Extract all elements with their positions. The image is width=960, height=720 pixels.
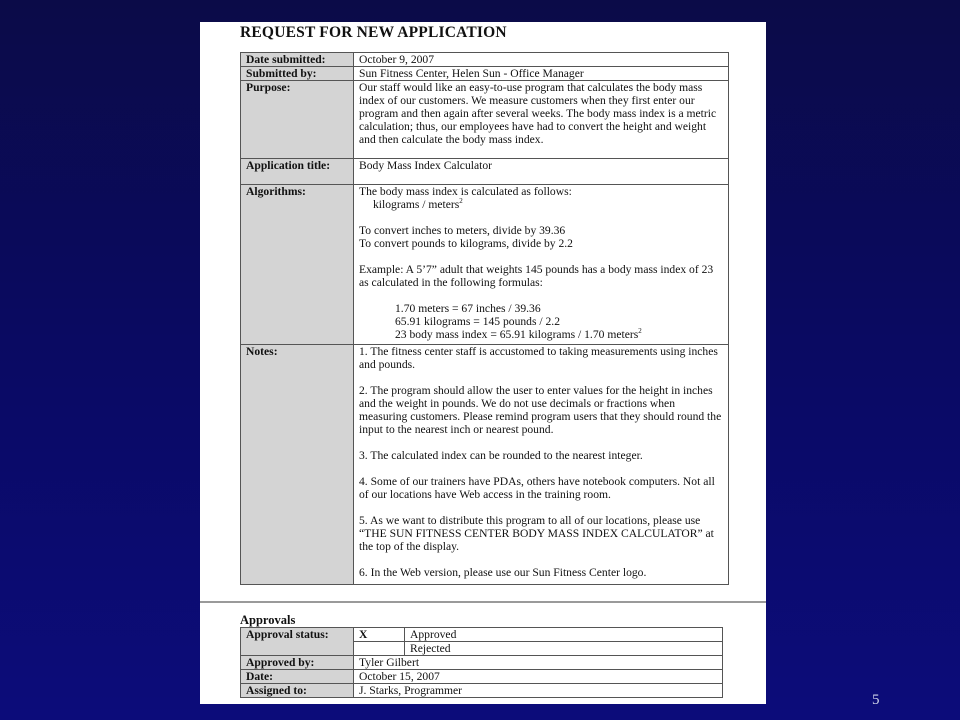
algo-intro: The body mass index is calculated as follows:: [359, 185, 572, 198]
label-approval-status: Approval status:: [241, 628, 354, 656]
algo-calc-3-text: 23 body mass index = 65.91 kilograms / 1.70 meters: [395, 328, 639, 341]
algo-convert-pounds: To convert pounds to kilograms, divide by 2.2: [359, 237, 573, 250]
value-purpose: Our staff would like an easy-to-use program that calculates the body mass index of our customers. We measure customers when they first enter our program and then again after several weeks. The body mass index is a metric calculation; thus, our employees have had to convert the height and weight and then calculate the body mass index.: [354, 81, 729, 159]
value-submitted-by: Sun Fitness Center, Helen Sun - Office Manager: [354, 67, 729, 81]
document-page: [200, 22, 766, 704]
label-date-submitted: Date submitted:: [241, 53, 354, 67]
note-item-4: 4. Some of our trainers have PDAs, others have notebook computers. Not all of our locations have Web access in the training room.: [359, 475, 715, 501]
label-application-title: Application title:: [241, 159, 354, 185]
row-submitted-by: [241, 67, 729, 81]
algo-formula-text: kilograms / meters: [373, 198, 460, 211]
slide-number: 5: [872, 692, 880, 708]
value-application-title: Body Mass Index Calculator: [354, 159, 729, 185]
approval-option-approved: Approved: [405, 628, 723, 642]
value-approved-by: Tyler Gilbert: [354, 656, 723, 670]
algo-calc-1: 1.70 meters = 67 inches / 39.36: [395, 302, 541, 315]
algo-example: Example: A 5’7” adult that weights 145 pounds has a body mass index of 23 as calculated in the following formulas:: [359, 263, 714, 289]
label-approval-date: Date:: [241, 670, 354, 684]
algo-convert-inches: To convert inches to meters, divide by 39.36: [359, 224, 566, 237]
approvals-heading: Approvals: [240, 613, 296, 627]
row-application-title: [241, 159, 729, 185]
document-title: REQUEST FOR NEW APPLICATION: [240, 24, 507, 41]
row-approval-date: [241, 670, 723, 684]
label-purpose: Purpose:: [241, 81, 354, 159]
algo-formula-exponent: 2: [459, 197, 463, 206]
section-divider: [200, 601, 766, 603]
label-notes: Notes:: [241, 345, 354, 585]
label-submitted-by: Submitted by:: [241, 67, 354, 81]
label-algorithms: Algorithms:: [241, 185, 354, 345]
algo-formula: [359, 198, 723, 211]
approval-option-rejected: Rejected: [405, 642, 723, 656]
value-approval-date: October 15, 2007: [354, 670, 723, 684]
value-date-submitted: October 9, 2007: [354, 53, 729, 67]
note-item-2: 2. The program should allow the user to enter values for the height in inches and the weight in pounds. We do not use decimals or fractions when measuring customers. Please remind program users that they should round the input to the nearest inch or nearest pound.: [359, 384, 722, 436]
value-algorithms: [354, 185, 729, 345]
row-purpose: [241, 81, 729, 159]
algo-calc-3-exponent: 2: [638, 327, 642, 336]
row-approval-status-approved: [241, 628, 723, 642]
label-assigned-to: Assigned to:: [241, 684, 354, 698]
note-item-5: 5. As we want to distribute this program to all of our locations, please use “THE SUN FITNESS CENTER BODY MASS INDEX CALCULATOR” at the top of the display.: [359, 514, 714, 553]
value-assigned-to: J. Starks, Programmer: [354, 684, 723, 698]
value-notes: [354, 345, 729, 585]
note-item-1: 1. The fitness center staff is accustomed to taking measurements using inches and pounds.: [359, 345, 718, 371]
rejection-mark: [354, 642, 405, 656]
algo-calc-2: 65.91 kilograms = 145 pounds / 2.2: [395, 315, 560, 328]
note-item-6: 6. In the Web version, please use our Sun Fitness Center logo.: [359, 566, 647, 579]
row-date-submitted: [241, 53, 729, 67]
request-table: [240, 52, 729, 585]
row-assigned-to: [241, 684, 723, 698]
row-approved-by: [241, 656, 723, 670]
approval-mark: X: [354, 628, 405, 642]
row-algorithms: [241, 185, 729, 345]
approvals-table: [240, 627, 723, 698]
algo-calc-3: [359, 328, 723, 341]
note-item-3: 3. The calculated index can be rounded to the nearest integer.: [359, 449, 643, 462]
row-notes: [241, 345, 729, 585]
label-approved-by: Approved by:: [241, 656, 354, 670]
